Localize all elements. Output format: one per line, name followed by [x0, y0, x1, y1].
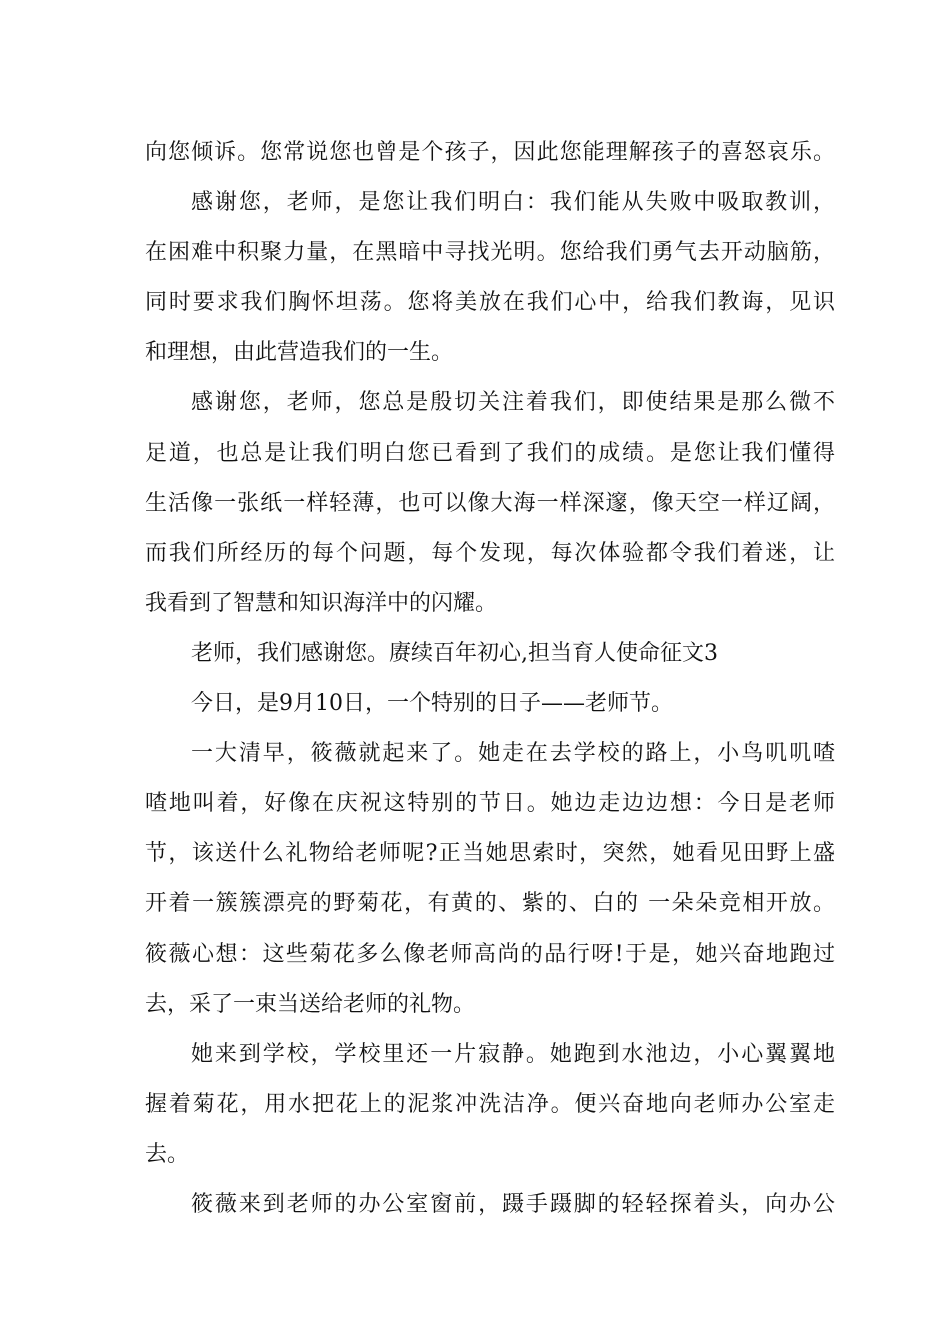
text-line: 喳地叫着，好像在庆祝这特别的节日。她边走边边想：今日是老师 [145, 791, 835, 817]
text-line: 筱薇心想：这些菊花多么像老师高尚的品行呀!于是，她兴奋地跑过 [145, 941, 835, 967]
text-line: 同时要求我们胸怀坦荡。您将美放在我们心中，给我们教诲，见识 [145, 290, 835, 316]
text-line: 筱薇来到老师的办公室窗前，蹑手蹑脚的轻轻探着头，向办公 [191, 1191, 835, 1217]
text-line: 感谢您，老师，是您让我们明白：我们能从失败中吸取教训， [191, 190, 835, 216]
text-line: 而我们所经历的每个问题，每个发现，每次体验都令我们着迷，让 [145, 540, 835, 566]
text-line: 在困难中积聚力量，在黑暗中寻找光明。您给我们勇气去开动脑筋， [145, 240, 835, 266]
text-line: 足道，也总是让我们明白您已看到了我们的成绩。是您让我们懂得 [145, 440, 835, 466]
text-line: 去。 [145, 1141, 190, 1167]
document-body [145, 128, 835, 1230]
text-line: 生活像一张纸一样轻薄，也可以像大海一样深邃，像天空一样辽阔， [145, 490, 835, 516]
text-line: 去，采了一束当送给老师的礼物。 [145, 991, 476, 1017]
text-line: 节，该送什么礼物给老师呢?正当她思索时，突然，她看见田野上盛 [145, 841, 835, 867]
text-line: 感谢您，老师，您总是殷切关注着我们，即使结果是那么微不 [191, 390, 835, 416]
text-line: 一大清早，筱薇就起来了。她走在去学校的路上，小鸟叽叽喳 [191, 741, 835, 767]
text-line: 我看到了智慧和知识海洋中的闪耀。 [145, 590, 498, 616]
text-line: 老师，我们感谢您。赓续百年初心,担当育人使命征文3 [191, 640, 718, 666]
text-line: 和理想，由此营造我们的一生。 [145, 340, 454, 366]
text-line: 今日，是9月10日，一个特别的日子——老师节。 [191, 691, 673, 717]
text-line: 开着一簇簇漂亮的野菊花，有黄的、紫的、白的 一朵朵竞相开放。 [145, 891, 835, 917]
text-line: 她来到学校，学校里还一片寂静。她跑到水池边，小心翼翼地 [191, 1041, 835, 1067]
text-line: 握着菊花，用水把花上的泥浆冲洗洁净。便兴奋地向老师办公室走 [145, 1091, 835, 1117]
text-line: 向您倾诉。您常说您也曾是个孩子，因此您能理解孩子的喜怒哀乐。 [145, 140, 835, 165]
